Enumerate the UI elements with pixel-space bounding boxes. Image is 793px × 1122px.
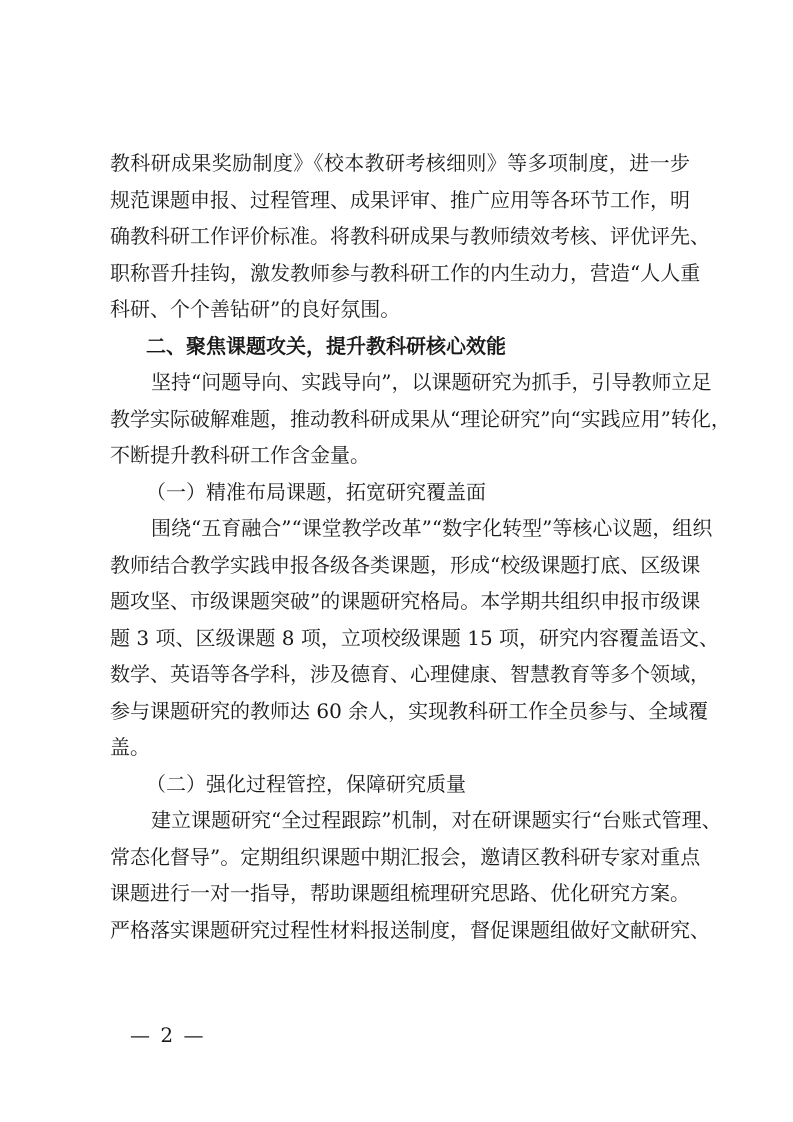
paragraph-line: 围绕“五育融合”“课堂教学改革”“数字化转型”等核心议题，组织 [151,516,713,540]
paragraph-line: 数学、英语等各学科，涉及德育、心理健康、智慧教育等多个领域， [110,662,710,686]
paragraph-line: 严格落实课题研究过程性材料报送制度，督促课题组做好文献研究、 [110,918,710,942]
paragraph-line: 参与课题研究的教师达 60 余人，实现教科研工作全员参与、全域覆 [110,699,709,723]
paragraph-line: 盖。 [110,735,150,759]
paragraph-line: 题攻坚、市级课题突破”的课题研究格局。本学期共组织申报市级课 [110,589,701,613]
paragraph-line: 课题进行一对一指导，帮助课题组梳理研究思路、优化研究方案。 [110,881,690,905]
paragraph-line: 科研、个个善钻研”的良好氛围。 [110,297,401,321]
paragraph-line: 职称晋升挂钩，激发教师参与教科研工作的内生动力，营造“人人重 [110,261,701,285]
paragraph-line: 建立课题研究“全过程跟踪”机制，对在研课题实行“台账式管理、 [151,808,722,832]
subsection-heading: （二）强化过程管控，保障研究质量 [146,772,466,796]
section-heading: 二、聚焦课题攻关，提升教科研核心效能 [146,334,506,358]
paragraph-line: 常态化督导”。定期组织课题中期汇报会，邀请区教科研专家对重点 [110,845,701,869]
paragraph-line: 坚持“问题导向、实践导向”，以课题研究为抓手，引导教师立足 [151,370,712,394]
subsection-heading: （一）精准布局课题，拓宽研究覆盖面 [146,480,486,504]
paragraph-line: 题 3 项、区级课题 8 项，立项校级课题 15 项，研究内容覆盖语文、 [110,626,720,650]
paragraph-line: 教科研成果奖励制度》《校本教研考核细则》等多项制度，进一步 [110,151,690,175]
page-number: — 2 — [130,1023,206,1047]
paragraph-line: 不断提升教科研工作含金量。 [110,443,370,467]
paragraph-line: 确教科研工作评价标准。将教科研成果与教师绩效考核、评优评先、 [110,224,710,248]
paragraph-line: 规范课题申报、过程管理、成果评审、推广应用等各环节工作，明 [110,188,690,212]
paragraph-line: 教师结合教学实践申报各级各类课题，形成“校级课题打底、区级课 [110,553,701,577]
paragraph-line: 教学实际破解难题，推动教科研成果从“理论研究”向“实践应用”转化， [110,407,731,431]
